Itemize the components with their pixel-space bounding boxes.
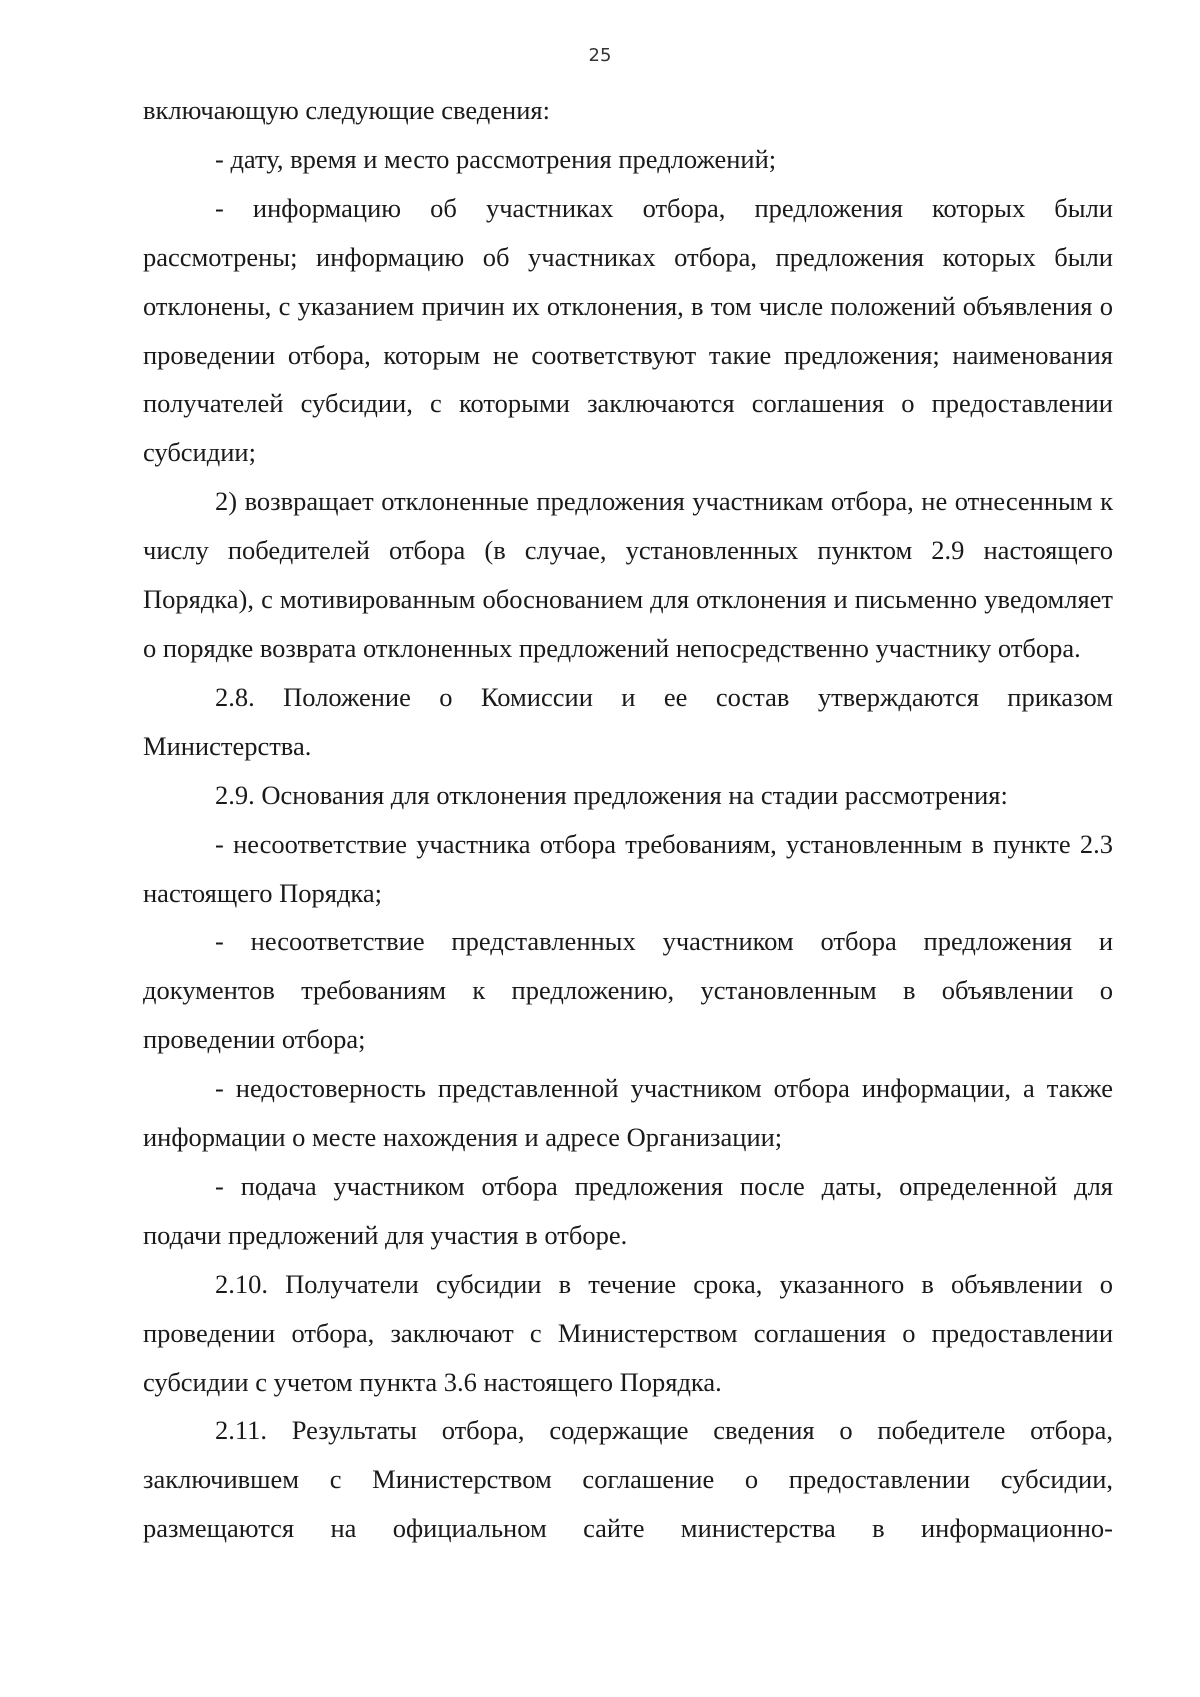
list-item-participants-info: - информацию об участниках отбора, предложения которых были рассмотрены; информацию об участниках отбора, предложения которых были отклонены, с указанием причин их отклонения, в том числе положений объявления о проведении отбора, которым не соответствуют такие предложения; наименования получателей субсидии, с которыми заключаются соглашения о предоставлении субсидии; (143, 192, 1113, 468)
list-item-late-submission: - подача участником отбора предложения после даты, определенной для подачи предложений для участия в отборе. (143, 1170, 1113, 1250)
page-number: 25 (588, 45, 612, 66)
paragraph-section-2-10: 2.10. Получатели субсидии в течение срока, указанного в объявлении о проведении отбора, заключают с Министерством соглашения о предоставлении субсидии с учетом пункта 3.6 настоящего Порядка. (143, 1268, 1113, 1397)
list-item-participant-nonconformity: - несоответствие участника отбора требованиям, установленным в пункте 2.3 настоящего Порядка; (143, 828, 1113, 908)
paragraph-section-2-9: 2.9. Основания для отклонения предложения на стадии рассмотрения: (215, 779, 1008, 810)
paragraph-continuation: включающую следующие сведения: (143, 95, 550, 125)
paragraph-section-2-11: 2.11. Результаты отбора, содержащие сведения о победителе отбора, заключившем с Министерством соглашение о предоставлении субсидии, размещаются на официальном сайте министерства в информационно- (143, 1415, 1113, 1544)
list-item-date-time-place: - дату, время и место рассмотрения предложений; (215, 143, 777, 174)
list-item-unreliable-info: - недостоверность представленной участником отбора информации, а также информации о месте нахождения и адресе Организации; (143, 1073, 1113, 1153)
list-item-documents-nonconformity: - несоответствие представленных участником отбора предложения и документов требованиям к предложению, установленным в объявлении о проведении отбора; (143, 926, 1113, 1055)
paragraph-section-2-8: 2.8. Положение о Комиссии и ее состав утверждаются приказом Министерства. (143, 681, 1113, 761)
document-body (143, 86, 1113, 1553)
paragraph-item-2-returns: 2) возвращает отклоненные предложения участникам отбора, не отнесенным к числу победителей отбора (в случае, установленных пунктом 2.9 настоящего Порядка), с мотивированным обоснованием для отклонения и письменно уведомляет о порядке возврата отклоненных предложений непосредственно участнику отбора. (143, 486, 1113, 663)
